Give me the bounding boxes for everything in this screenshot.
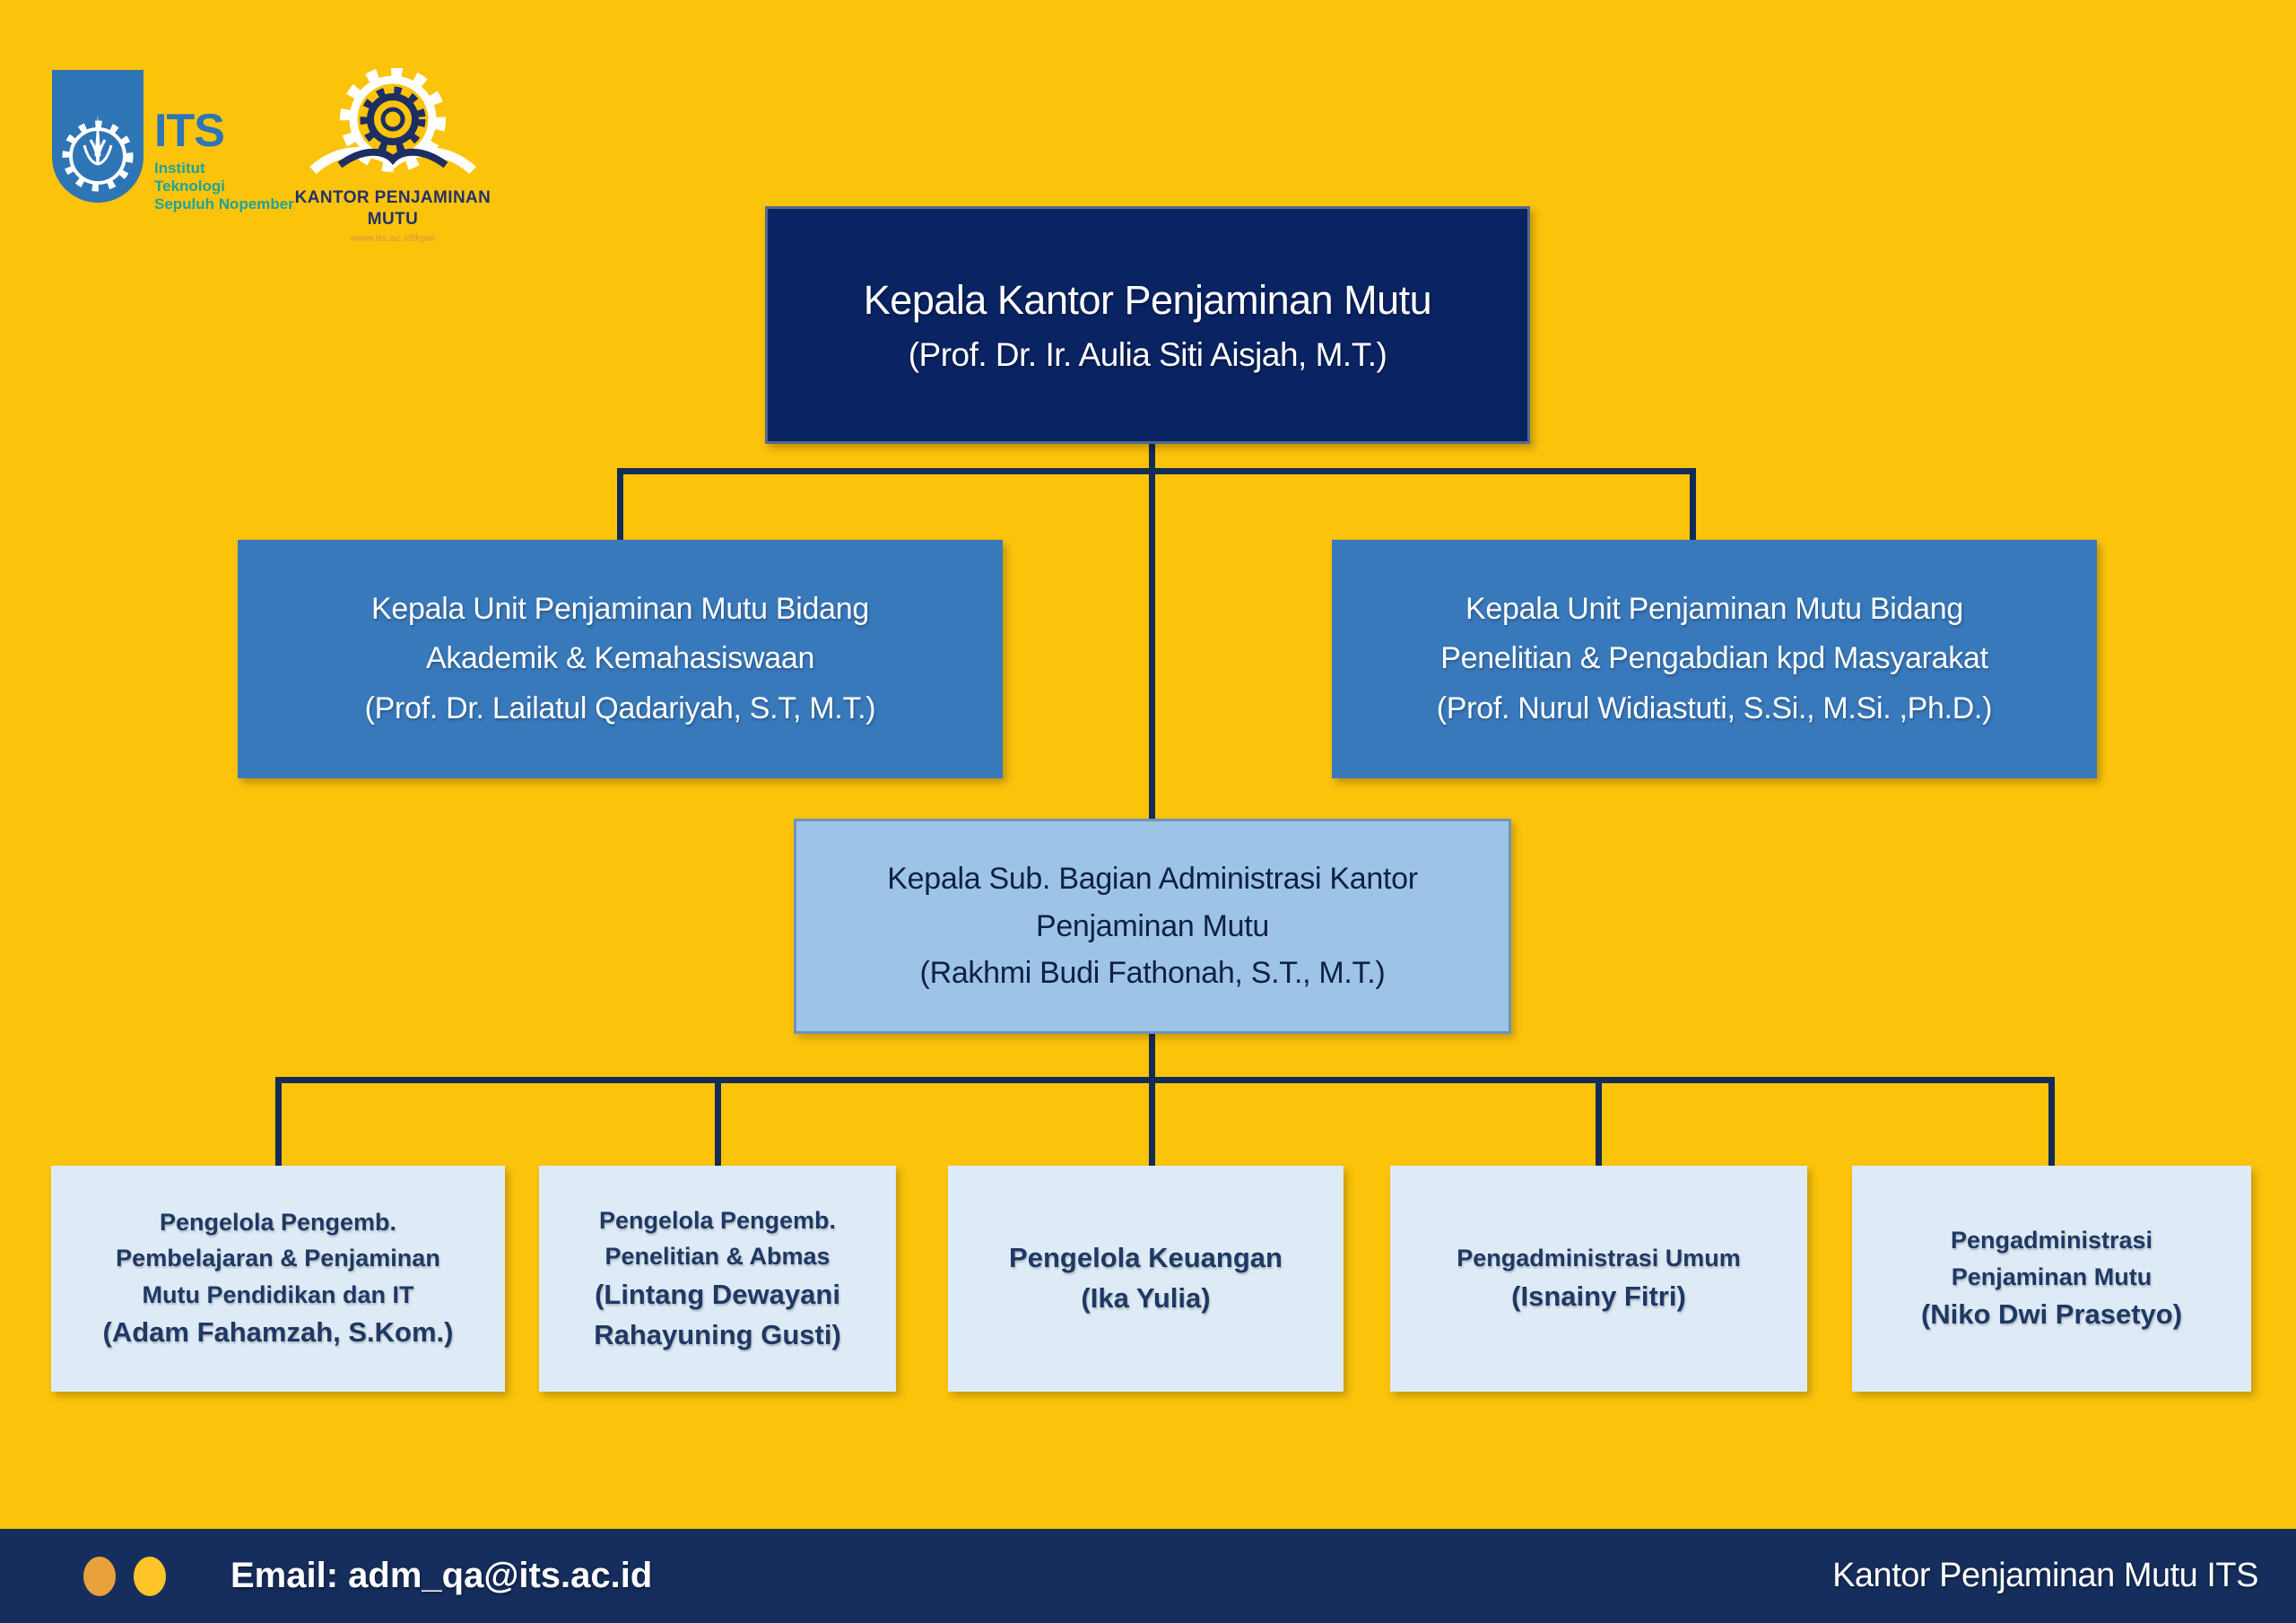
org-box-title-line: Pengadministrasi <box>1950 1227 2153 1254</box>
footer-dot-orange <box>83 1557 116 1596</box>
kpm-logo <box>294 68 491 244</box>
org-box-title-line: Pengelola Pengemb. <box>598 1206 837 1234</box>
org-box-person-line: Rahayuning Gusti) <box>594 1318 841 1350</box>
its-wordmark: ITS <box>154 105 224 157</box>
org-box-title-line: Penjaminan Mutu <box>1951 1263 2152 1290</box>
its-subtitle-line: Institut <box>154 160 205 177</box>
org-box-person: (Prof. Nurul Widiastuti, S.Si., M.Si. ,Ph.D.) <box>1436 690 1993 725</box>
org-box-subbag-administrasi <box>794 819 1511 1034</box>
org-box-title-line: Kepala Unit Penjaminan Mutu Bidang <box>1465 592 1963 627</box>
connector-level2-left-leg <box>617 468 623 542</box>
org-box-title-line: Kepala Sub. Bagian Administrasi Kantor <box>887 861 1418 896</box>
org-box-pengadministrasi-umum <box>1390 1166 1807 1392</box>
org-box-title-line: Pengelola Keuangan <box>1009 1242 1283 1274</box>
org-box-title-line: Penelitian & Pengabdian kpd Masyarakat <box>1440 641 1988 676</box>
connector-level4-leg-3 <box>1149 1077 1155 1166</box>
connector-level2-horizontal <box>617 468 1696 474</box>
org-box-pengelola-keuangan <box>948 1166 1344 1392</box>
org-box-unit-akademik <box>238 540 1003 778</box>
org-box-title-line: Penjaminan Mutu <box>1035 908 1270 943</box>
org-box-title-line: Pembelajaran & Penjaminan <box>116 1245 440 1272</box>
org-box-person-line: (Lintang Dewayani <box>595 1278 840 1310</box>
org-box-title-line: Pengadministrasi Umum <box>1457 1245 1741 1272</box>
org-box-unit-penelitian <box>1332 540 2097 778</box>
its-subtitle-line: Teknologi <box>154 178 226 195</box>
org-box-title-line: Mutu Pendidikan dan IT <box>142 1280 414 1308</box>
org-box-person: (Adam Fahamzah, S.Kom.) <box>102 1316 454 1349</box>
org-box-pengadministrasi-mutu <box>1852 1166 2251 1392</box>
its-emblem-icon <box>52 70 144 203</box>
connector-level4-leg-1 <box>275 1077 282 1166</box>
footer-dot-yellow <box>134 1557 166 1596</box>
org-box-title-line: Kepala Unit Penjaminan Mutu Bidang <box>371 592 869 627</box>
connector-level4-leg-2 <box>715 1077 721 1166</box>
connector-level2-right-leg <box>1690 468 1696 542</box>
its-logo <box>52 70 321 213</box>
kpm-title-line2: MUTU <box>367 209 419 229</box>
its-logo-text <box>154 70 294 213</box>
org-box-kepala-kantor <box>765 206 1530 444</box>
org-box-person: (Prof. Dr. Lailatul Qadariyah, S.T, M.T.) <box>364 690 876 725</box>
connector-level4-leg-5 <box>2048 1077 2055 1166</box>
connector-level4-horizontal <box>275 1077 2055 1083</box>
org-box-person: (Niko Dwi Prasetyo) <box>1920 1298 2183 1331</box>
org-box-title-line: Pengelola Pengemb. <box>159 1208 397 1236</box>
its-subtitle-line: Sepuluh Nopember <box>154 195 294 213</box>
its-subtitle <box>154 160 294 213</box>
org-box-person: (Prof. Dr. Ir. Aulia Siti Aisjah, M.T.) <box>908 335 1387 373</box>
kpm-logo-title <box>294 187 491 230</box>
connector-level3-vertical <box>1149 1034 1155 1083</box>
connector-level4-leg-4 <box>1596 1077 1602 1166</box>
footer-email: Email: adm_qa@its.ac.id <box>230 1556 653 1595</box>
footer-org-name: Kantor Penjaminan Mutu ITS <box>1832 1557 2258 1594</box>
footer-bar <box>0 1529 2296 1623</box>
org-box-title: Kepala Kantor Penjaminan Mutu <box>863 276 1432 323</box>
kpm-gear-book-icon <box>297 68 490 183</box>
org-box-title-line: Akademik & Kemahasiswaan <box>425 641 815 676</box>
org-box-title-line: Penelitian & Abmas <box>604 1243 831 1271</box>
kpm-title-line1: KANTOR PENJAMINAN <box>294 188 491 207</box>
org-box-pengelola-pembelajaran <box>51 1166 505 1392</box>
org-box-person: (Isnainy Fitri) <box>1511 1280 1686 1312</box>
org-box-pengelola-penelitian <box>539 1166 896 1392</box>
connector-root-vertical <box>1149 444 1155 819</box>
kpm-logo-url: www.its.ac.id/kpm <box>350 232 436 244</box>
org-box-person: (Ika Yulia) <box>1081 1282 1211 1314</box>
org-box-person: (Rakhmi Budi Fathonah, S.T., M.T.) <box>919 956 1386 991</box>
